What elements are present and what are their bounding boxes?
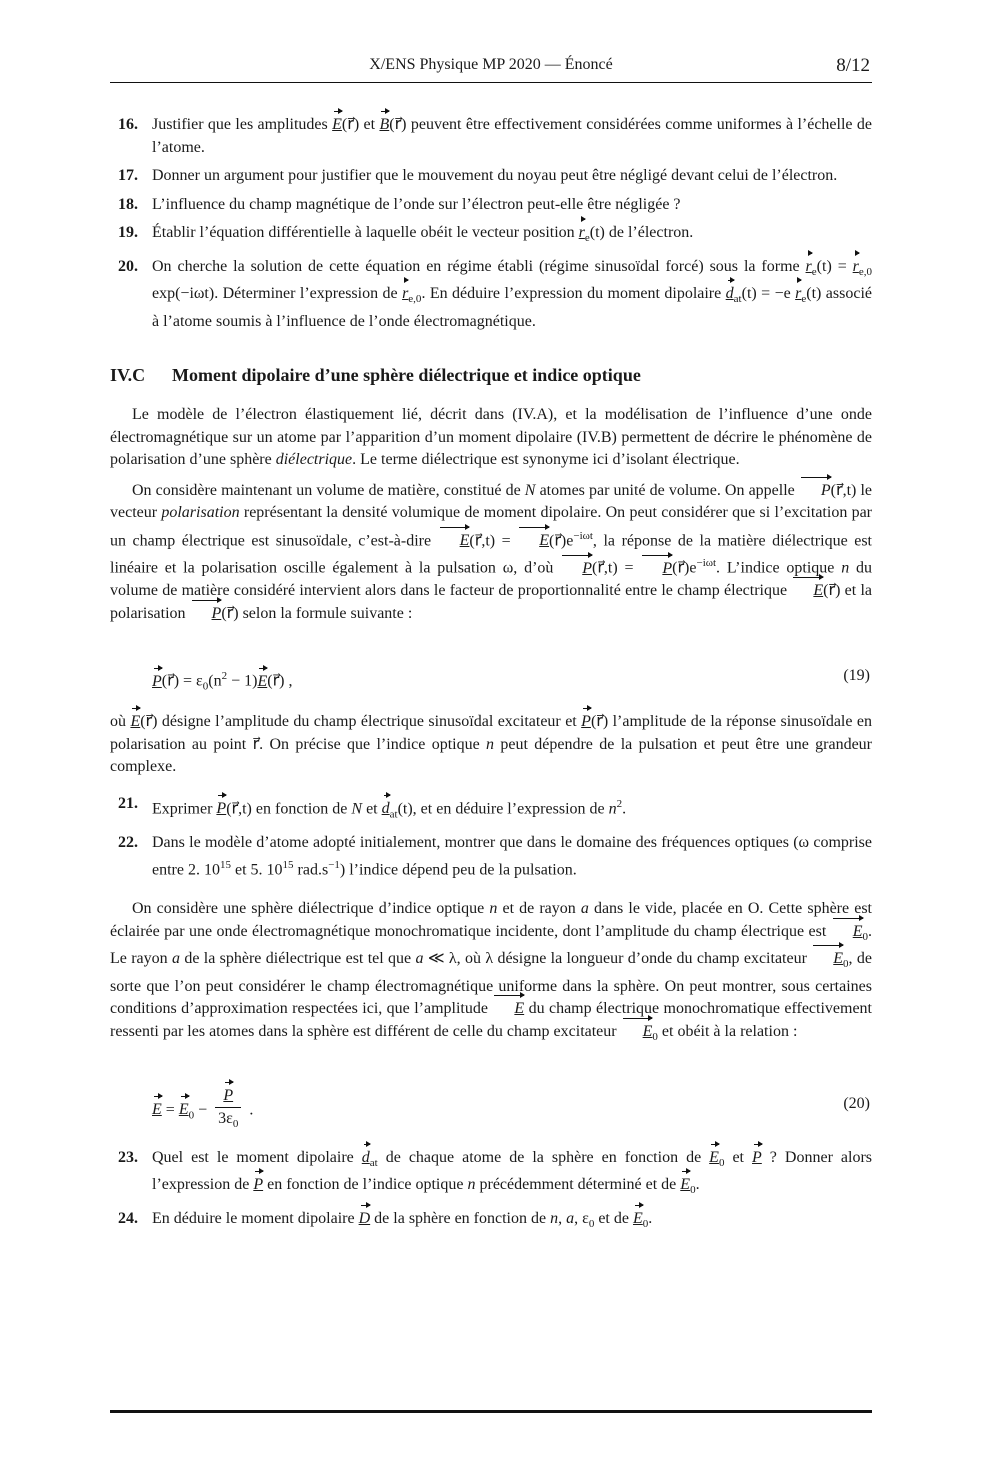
paragraph-4: On considère une sphère diélectrique d’indice optique n et de rayon a dans le vide, placée en O. Cette sphère est éclairée par une onde électromagnétique monochromatique incidente, dont l’amplitude du champ électrique est $E_0$. Le rayon a de la sphère diélectrique est tel que a ≪ λ, où λ désigne la longueur d’onde du champ excitateur $E_0$, de sorte que l’on peut considérer le champ électromagnétique uniforme dans la sphère. On peut montrer, sous certaines conditions d’approximation respectées ici, que l’amplitude E du champ électrique monochromatique effectivement ressenti par les atomes dans la sphère est différent de celle du champ excitateur $E_0$ et obéit à la relation : xyxy=(110,900,873,1044)
section-heading xyxy=(110,364,872,387)
section-title: Moment dipolaire d’une sphère diélectrique et indice optique xyxy=(172,364,641,385)
equation-number: (20) xyxy=(843,1094,870,1112)
equation-20: $E = E_0$ − $\frac{P}{3\varepsilon_0}$ . (20) xyxy=(152,1086,870,1131)
question-20: 20. On cherche la solution de cette équation en régime établi (régime sinusoïdal forcé) sous la forme $r_e(t) = r_{e,0}$ exp(−iωt). Déterminer l’expression de $r_{e,0}$. En déduire l’expression du moment dipolaire $d_{at}(t) = -e$ $r_e(t)$ associé à l’atome soumis à l’influence de l’onde électromagnétique. xyxy=(118,257,873,331)
question-23: 23. Quel est le moment dipolaire $d_{at}$ de chaque atome de la sphère en fonction de $E_0$ et P ? Donner alors l’expression de P en fonction de l’indice optique n précédemment déterminé et de $E_0$. xyxy=(118,1148,872,1197)
page-number: 8/12 xyxy=(836,55,870,76)
header-rule xyxy=(110,82,872,83)
page-header xyxy=(110,56,872,80)
header-title: X/ENS Physique MP 2020 — Énoncé xyxy=(369,56,613,73)
paragraph-1: Le modèle de l’électron élastiquement lié, décrit dans (IV.A), et la modélisation de l’influence d’une onde électromagnétique sur un atome par l’apparition d’un moment dipolaire (IV.B) permettent de décrire le phénomène de polarisation d’une sphère diélectrique. Le terme diélectrique est synonyme ici d’isolant électrique. xyxy=(110,406,872,469)
document-page xyxy=(110,0,872,1476)
question-16: 16. Justifier que les amplitudes E(r⃗) et B(r⃗) peuvent être effectivement considérées comme uniformes à l’échelle de l’atome. xyxy=(118,116,872,156)
page-content xyxy=(110,114,872,1242)
paragraph-2: On considère maintenant un volume de matière, constitué de N atomes par unité de volume. On appelle P(r⃗,t) le vecteur polarisation représentant la densité volumique de moment dipolaire. On peut considérer que si l’excitation par un champ électrique est sinusoïdale, c’est-à-dire E(r⃗,t) = $E(r⃗)e^{-i\omega t}$, la réponse de la matière diélectrique est linéaire et la polarisation oscille également à la pulsation ω, d’où P(r⃗,t) = $P(r⃗)e^{-i\omega t}$. L’indice optique n du volume de matière considéré intervient alors dans le facteur de proportionnalité entre le champ électrique E(r⃗) et la polarisation P(r⃗) selon la formule suivante : xyxy=(110,480,872,626)
question-19: 19. Établir l’équation différentielle à laquelle obéit le vecteur position $r_e(t)$ de l’électron. xyxy=(118,224,694,245)
question-21: 21. Exprimer P(r⃗,t) en fonction de N et $d_{at}(t)$, et en déduire l’expression de $n^2$. xyxy=(118,794,627,821)
equation-19: P(r⃗) = $\varepsilon_0(n^2$ − 1)E(r⃗) , (19) xyxy=(152,667,870,693)
section-id: IV.C xyxy=(110,364,146,385)
question-24: 24. En déduire le moment dipolaire D de la sphère en fonction de n, a, $\varepsilon_0$ et de $E_0$. xyxy=(118,1210,653,1231)
footer-rule xyxy=(110,1410,872,1413)
question-22: 22. Dans le modèle d’atome adopté initialement, montrer que dans le domaine des fréquences optiques (ω comprise entre 2. $10^{15}$ et 5. $10^{15}$ $rad.s^{-1}$) l’indice dépend peu de la pulsation. xyxy=(118,833,872,879)
equation-number: (19) xyxy=(843,667,870,685)
paragraph-3: où E(r⃗) désigne l’amplitude du champ électrique sinusoïdal excitateur et P(r⃗) l’amplitude de la réponse sinusoïdale en polarisation au point r⃗. On précise que l’indice optique n peut dépendre de la pulsation et peut être une grandeur complexe. xyxy=(110,713,873,776)
question-18: 18. L’influence du champ magnétique de l’onde sur l’électron peut-elle être négligée ? xyxy=(118,195,681,213)
question-17: 17. Donner un argument pour justifier que le mouvement du noyau peut être négligé devant celui de l’électron. xyxy=(118,167,838,184)
